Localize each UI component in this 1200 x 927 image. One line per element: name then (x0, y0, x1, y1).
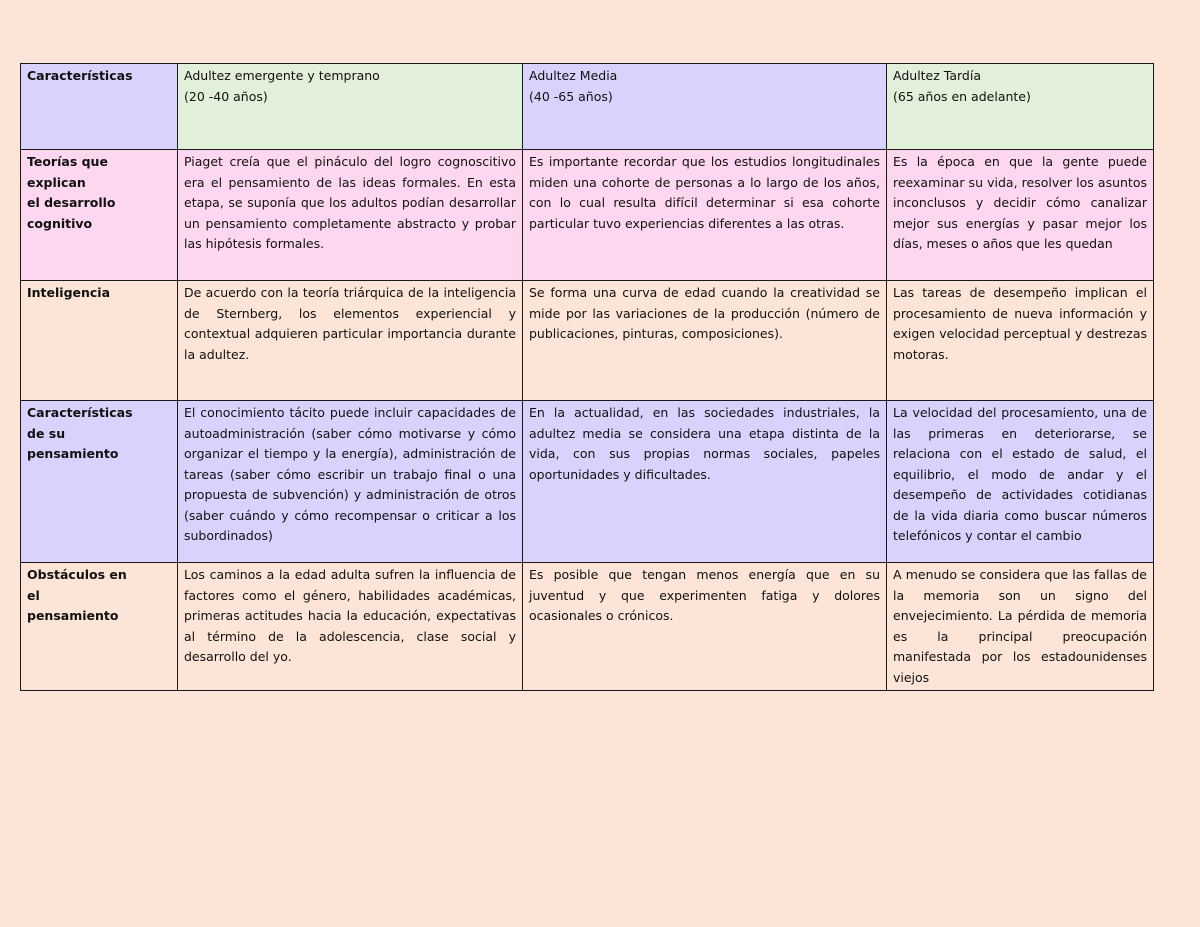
column-header-emergent-adulthood (178, 64, 523, 150)
table-cell: Los caminos a la edad adulta sufren la influencia de factores como el género, habilidades académicas, primeras actitudes hacia la educación, expectativas al término de la adolescencia, clase social y desarrollo del yo. (178, 563, 523, 691)
column-title: Adultez Tardía (893, 68, 982, 83)
corner-header (21, 64, 178, 150)
row-header-line: Teorías que (27, 154, 108, 169)
row-header-line: el (27, 587, 40, 603)
column-title: Adultez Media (529, 68, 618, 83)
table-cell: Piaget creía que el pináculo del logro cognoscitivo era el pensamiento de las ideas formales. En esta etapa, se suponía que los adultos podían desarrollar un pensamiento completamente abstracto y probar las hipótesis formales. (178, 150, 523, 281)
table-cell: Se forma una curva de edad cuando la creatividad se mide por las variaciones de la producción (número de publicaciones, pinturas, composiciones). (523, 281, 887, 401)
row-header-line: Obstáculos en (27, 567, 127, 582)
column-title: Adultez emergente y temprano (184, 68, 380, 83)
table-cell: De acuerdo con la teoría triárquica de la inteligencia de Sternberg, los elementos experiencial y contextual adquieren particular importancia durante la adultez. (178, 281, 523, 401)
row-header-intelligence (21, 281, 178, 401)
row-header-line: pensamiento (27, 446, 119, 461)
table-row (21, 150, 1154, 281)
row-header-line: el desarrollo (27, 195, 116, 210)
table-cell: Es posible que tengan menos energía que en su juventud y que experimenten fatiga y dolores ocasionales o crónicos. (523, 563, 887, 691)
column-subtitle: (20 -40 años) (184, 88, 268, 104)
row-header-line: cognitivo (27, 215, 93, 231)
row-header-line: Características (27, 405, 133, 420)
row-header-cognitive-theories (21, 150, 178, 281)
row-header-line: pensamiento (27, 608, 119, 623)
table-cell: En la actualidad, en las sociedades industriales, la adultez media se considera una etapa distinta de la vida, con sus propias normas sociales, papeles oportunidades y dificultades. (523, 401, 887, 563)
table-cell: La velocidad del procesamiento, una de las primeras en deteriorarse, se relaciona con el estado de salud, el equilibrio, el modo de andar y el desempeño de actividades cotidianas de la vida diaria como buscar números telefónicos y contar el cambio (887, 401, 1154, 563)
column-header-late-adulthood (887, 64, 1154, 150)
row-header-line: explican (27, 174, 86, 190)
row-header-line: de su (27, 425, 66, 441)
row-header-thinking-characteristics (21, 401, 178, 563)
row-header-line: Inteligencia (27, 285, 111, 300)
comparison-table (20, 63, 1154, 691)
table-cell: A menudo se considera que las fallas de la memoria son un signo del envejecimiento. La pérdida de memoria es la principal preocupación manifestada por los estadounidenses viejos (887, 563, 1154, 691)
table-row (21, 563, 1154, 691)
table-cell: Es la época en que la gente puede reexaminar su vida, resolver los asuntos inconclusos y decidir cómo canalizar mejor sus energías y pasar mejor los días, meses o años que les quedan (887, 150, 1154, 281)
table-cell: Es importante recordar que los estudios longitudinales miden una cohorte de personas a lo largo de los años, con lo cual resulta difícil determinar si esa cohorte particular tuvo experiencias diferentes a las otras. (523, 150, 887, 281)
column-subtitle: (65 años en adelante) (893, 88, 1031, 104)
header-row (21, 64, 1154, 150)
column-subtitle: (40 -65 años) (529, 88, 613, 104)
table-cell: El conocimiento tácito puede incluir capacidades de autoadministración (saber cómo motivarse y cómo organizar el tiempo y la energía), administración de tareas (saber cómo escribir un trabajo final o una propuesta de subvención) y administración de otros (saber cuándo y cómo recompensar o criticar a los subordinados) (178, 401, 523, 563)
corner-header-label: Características (27, 68, 133, 83)
row-header-thinking-obstacles (21, 563, 178, 691)
table-cell: Las tareas de desempeño implican el procesamiento de nueva información y exigen velocidad perceptual y destrezas motoras. (887, 281, 1154, 401)
column-header-middle-adulthood (523, 64, 887, 150)
table-row (21, 281, 1154, 401)
table-row (21, 401, 1154, 563)
